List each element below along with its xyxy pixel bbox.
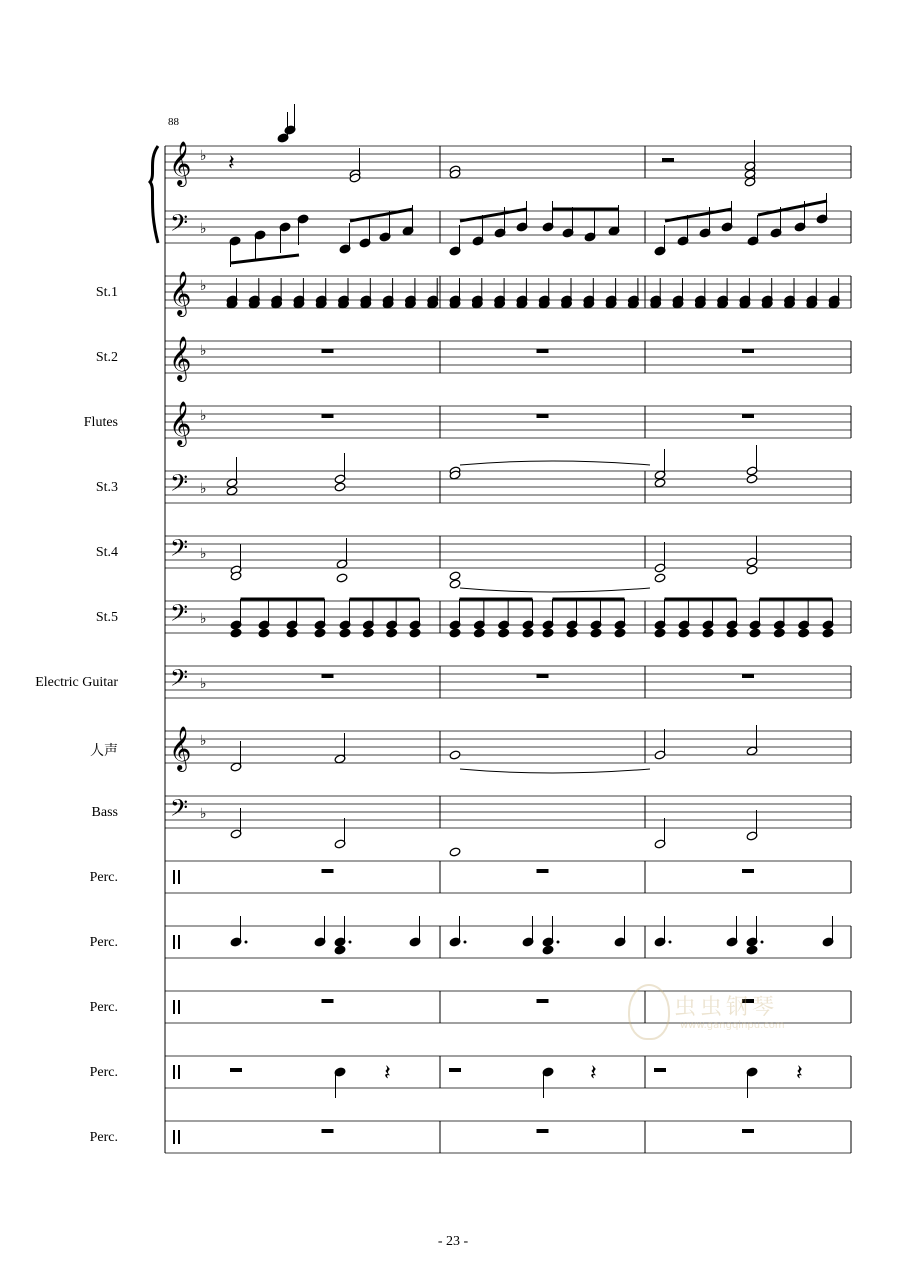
note bbox=[522, 628, 534, 638]
note bbox=[746, 474, 758, 484]
half-rest-icon bbox=[449, 1068, 461, 1072]
flat-icon: ♭ bbox=[200, 148, 207, 164]
note bbox=[678, 628, 690, 638]
instrument-label-st1: St.1 bbox=[95, 285, 118, 300]
note bbox=[749, 628, 761, 638]
flat-icon: ♭ bbox=[200, 408, 207, 424]
note bbox=[726, 628, 738, 638]
flat-icon: ♭ bbox=[200, 676, 207, 692]
watermark-url: www.gangqinpu.com bbox=[680, 1020, 785, 1031]
note bbox=[286, 628, 298, 638]
watermark bbox=[622, 980, 812, 1040]
note bbox=[746, 945, 758, 955]
percussion-clef-icon bbox=[173, 1130, 175, 1144]
whole-rest-icon bbox=[537, 414, 549, 418]
flat-icon: ♭ bbox=[200, 343, 207, 359]
note bbox=[702, 628, 714, 638]
flat-icon: ♭ bbox=[200, 611, 207, 627]
note bbox=[449, 847, 461, 857]
treble-clef-icon: 𝄞 bbox=[169, 271, 192, 315]
staff-bass bbox=[165, 794, 851, 828]
bass-clef-icon: 𝄢 bbox=[170, 534, 189, 567]
whole-rest-icon bbox=[742, 414, 754, 418]
note bbox=[773, 628, 785, 638]
note bbox=[226, 486, 238, 496]
flat-icon: ♭ bbox=[200, 278, 207, 294]
watermark-logo-icon bbox=[628, 984, 670, 1040]
instrument-label-perc5: Perc. bbox=[89, 1130, 118, 1145]
note bbox=[449, 628, 461, 638]
half-rest-icon bbox=[230, 1068, 242, 1072]
quarter-rest-icon: 𝄽 bbox=[796, 1061, 803, 1086]
instrument-label-eguitar: Electric Guitar bbox=[35, 675, 118, 690]
whole-rest-icon bbox=[322, 869, 334, 873]
note bbox=[449, 750, 461, 760]
note bbox=[230, 628, 242, 638]
treble-clef-icon: 𝄞 bbox=[169, 141, 192, 185]
quarter-rest-icon: 𝄽 bbox=[384, 1061, 391, 1086]
whole-rest-icon bbox=[322, 349, 334, 353]
instrument-label-perc1: Perc. bbox=[89, 870, 118, 885]
instrument-label-bass: Bass bbox=[91, 805, 118, 820]
instrument-label-st2: St.2 bbox=[95, 350, 118, 365]
half-rest-icon bbox=[662, 158, 674, 162]
flat-icon: ♭ bbox=[200, 221, 207, 237]
note bbox=[386, 628, 398, 638]
note bbox=[542, 945, 554, 955]
percussion-clef-icon bbox=[173, 1000, 175, 1014]
whole-rest-icon bbox=[322, 1129, 334, 1133]
quarter-rest-icon: 𝄽 bbox=[590, 1061, 597, 1086]
bass-clef-icon: 𝄢 bbox=[170, 469, 189, 502]
instrument-label-perc4: Perc. bbox=[89, 1065, 118, 1080]
whole-rest-icon bbox=[322, 414, 334, 418]
treble-clef-icon: 𝄞 bbox=[169, 401, 192, 445]
whole-rest-icon bbox=[742, 349, 754, 353]
quarter-rest-icon: 𝄽 bbox=[228, 151, 235, 176]
note bbox=[314, 628, 326, 638]
flat-icon: ♭ bbox=[200, 806, 207, 822]
bass-clef-icon: 𝄢 bbox=[170, 664, 189, 697]
note bbox=[590, 628, 602, 638]
instrument-label-vocal: 人声 bbox=[90, 744, 118, 759]
note bbox=[566, 628, 578, 638]
whole-rest-icon bbox=[537, 999, 549, 1003]
staff-perc1 bbox=[165, 861, 851, 893]
flat-icon: ♭ bbox=[200, 733, 207, 749]
note bbox=[542, 628, 554, 638]
whole-rest-icon bbox=[322, 999, 334, 1003]
measure-number: 88 bbox=[168, 116, 179, 128]
staff-flutes bbox=[165, 401, 851, 447]
bass-clef-icon: 𝄢 bbox=[170, 599, 189, 632]
treble-clef-icon: 𝄞 bbox=[169, 336, 192, 380]
note bbox=[654, 573, 666, 583]
note bbox=[822, 628, 834, 638]
note bbox=[473, 628, 485, 638]
half-rest-icon bbox=[654, 1068, 666, 1072]
staff-st2 bbox=[165, 336, 851, 382]
note bbox=[409, 628, 421, 638]
whole-rest-icon bbox=[537, 349, 549, 353]
staff-st1 bbox=[165, 271, 851, 317]
instrument-label-flutes: Flutes bbox=[83, 415, 118, 430]
note bbox=[258, 628, 270, 638]
note bbox=[654, 628, 666, 638]
whole-rest-icon bbox=[742, 1129, 754, 1133]
note bbox=[334, 482, 346, 492]
note bbox=[449, 579, 461, 589]
note bbox=[798, 628, 810, 638]
percussion-clef-icon bbox=[173, 870, 175, 884]
staff-piano-lh bbox=[165, 209, 851, 243]
note bbox=[498, 628, 510, 638]
note bbox=[336, 573, 348, 583]
page-number: - 23 - bbox=[437, 1234, 469, 1249]
whole-rest-icon bbox=[742, 674, 754, 678]
note bbox=[362, 628, 374, 638]
note bbox=[334, 945, 346, 955]
note bbox=[746, 565, 758, 575]
piano-brace bbox=[150, 146, 158, 243]
flat-icon: ♭ bbox=[200, 546, 207, 562]
percussion-clef-icon bbox=[173, 1065, 175, 1079]
instrument-label-st3: St.3 bbox=[95, 480, 118, 495]
note bbox=[614, 628, 626, 638]
flat-icon: ♭ bbox=[200, 481, 207, 497]
staff-eguitar bbox=[165, 664, 851, 698]
watermark-title: 虫虫钢琴 bbox=[674, 995, 779, 1020]
note bbox=[654, 478, 666, 488]
percussion-clef-icon bbox=[173, 935, 175, 949]
instrument-label-st5: St.5 bbox=[95, 610, 118, 625]
instrument-label-perc3: Perc. bbox=[89, 1000, 118, 1015]
treble-clef-icon: 𝄞 bbox=[169, 726, 192, 770]
instrument-label-perc2: Perc. bbox=[89, 935, 118, 950]
bass-clef-icon: 𝄢 bbox=[170, 209, 189, 242]
whole-rest-icon bbox=[537, 1129, 549, 1133]
note bbox=[449, 571, 461, 581]
staff-perc5 bbox=[165, 1121, 851, 1153]
whole-rest-icon bbox=[537, 674, 549, 678]
whole-rest-icon bbox=[537, 869, 549, 873]
bass-clef-icon: 𝄢 bbox=[170, 794, 189, 827]
whole-rest-icon bbox=[742, 869, 754, 873]
whole-rest-icon bbox=[322, 674, 334, 678]
note bbox=[339, 628, 351, 638]
instrument-label-st4: St.4 bbox=[95, 545, 118, 560]
